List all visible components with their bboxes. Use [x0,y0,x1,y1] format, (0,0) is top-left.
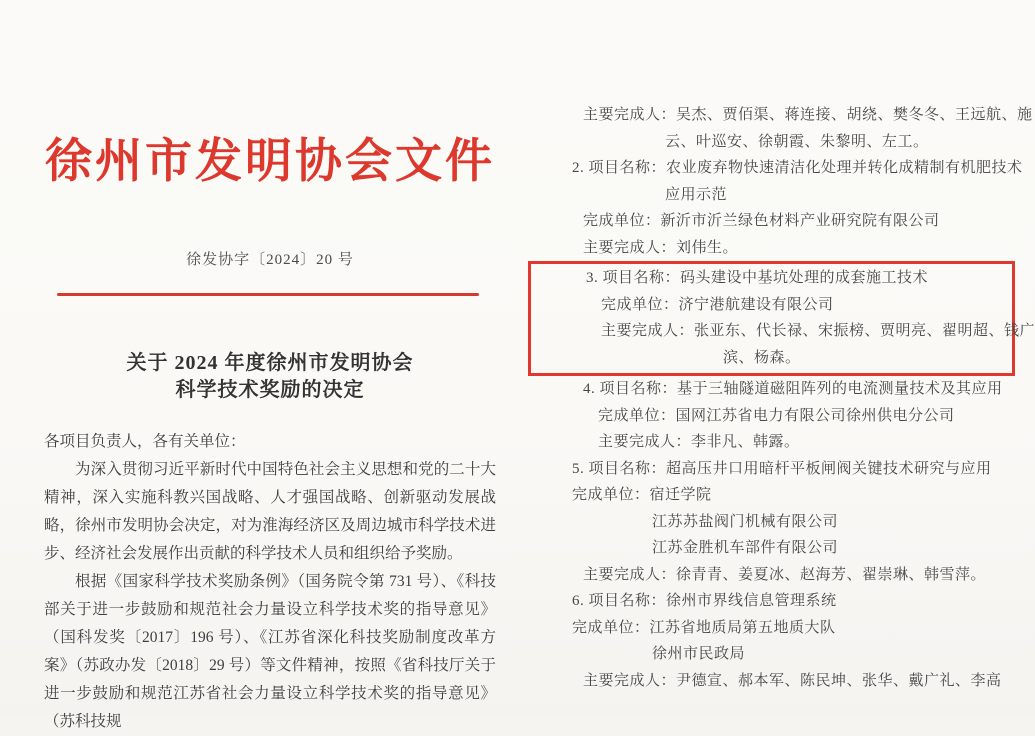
doc-line: 3. 项目名称：码头建设中基坑处理的成套施工技术 [586,270,929,286]
doc-line: 主要完成人：徐青青、姜夏冰、赵海芳、翟崇琳、韩雪萍。 [583,566,987,583]
letterhead-title: 徐州市发明协会文件 [45,136,495,188]
red-highlight-box [528,261,1035,376]
right-page [572,102,1035,694]
doc-line: 主要完成人：吴杰、贾佰渠、蒋连接、胡绕、樊冬冬、王远航、施 [583,107,1033,123]
doc-line: 6. 项目名称：徐州市界线信息管理系统 [572,593,837,609]
left-page [40,0,500,730]
document-title [40,350,500,404]
project-lines-before-box [572,102,1033,261]
body-paragraph-2: 根据《国家科学技术奖励条例》（国务院令第 731 号）、《科技部关于进一步鼓励和规范社会力量设立科学技术奖的指导意见》（国科发奖〔2017〕196 号）、《江苏省深化科技奖励制度改革方案》（苏政办发〔2018〕29 号）等文件精神，按照《省科技厅关于进一步鼓励和规范江苏省社会力量设立科学技术奖的指导意见》（苏科技规 [44,573,496,730]
doc-line: 4. 项目名称：基于三轴隧道磁阻阵列的电流测量技术及其应用 [583,381,1003,397]
doc-line: 江苏苏盐阀门机械有限公司 [652,513,839,530]
doc-line: 完成单位：济宁港航建设有限公司 [601,296,834,313]
salutation-line: 各项目负责人，各有关单位： [44,433,246,450]
doc-line: 完成单位：新沂市沂兰绿色材料产业研究院有限公司 [583,213,940,229]
doc-line: 完成单位：国网江苏省电力有限公司徐州供电分公司 [598,407,955,424]
doc-line: 5. 项目名称：超高压井口用暗杆平板闸阀关键技术研究与应用 [572,460,992,477]
doc-line: 云、叶巡安、徐朝霞、朱黎明、左工。 [665,133,929,150]
document-title-line1: 关于 2024 年度徐州市发明协会 [126,352,414,374]
doc-line: 主要完成人：刘伟生。 [583,239,739,256]
doc-line: 主要完成人：李非凡、韩露。 [598,434,800,450]
doc-line: 应用示范 [665,186,728,203]
body-paragraph-1: 为深入贯彻习近平新时代中国特色社会主义思想和党的二十大精神，深入实施科教兴国战略、人才强国战略、创新驱动发展战略，徐州市发明协会决定，对为淮海经济区及周边城市科学技术进步、经济社会发展作出贡献的科学技术人员和组织给予奖励。 [44,461,496,562]
document-number: 徐发协字〔2024〕20 号 [186,252,354,268]
project-lines-after-box [572,376,1024,694]
doc-line: 2. 项目名称：农业废弃物快速清洁化处理并转化成精制有机肥技术 [572,160,1023,176]
red-separator-rule [57,293,479,296]
doc-line: 完成单位：宿迁学院 [572,487,712,503]
doc-line: 滨、杨森。 [723,349,801,366]
doc-line: 完成单位：江苏省地质局第五地质大队 [572,619,836,636]
doc-line: 主要完成人：张亚东、代长禄、宋振榜、贾明亮、翟明超、钱广 [601,323,1035,339]
doc-line: 江苏金胜机车部件有限公司 [652,540,839,556]
document-title-line2: 科学技术奖励的决定 [175,379,365,401]
document-body [44,428,496,736]
doc-line: 徐州市民政局 [652,646,746,662]
doc-line: 主要完成人：尹德宣、郝本军、陈民坤、张华、戴广礼、李高 [583,672,1002,689]
